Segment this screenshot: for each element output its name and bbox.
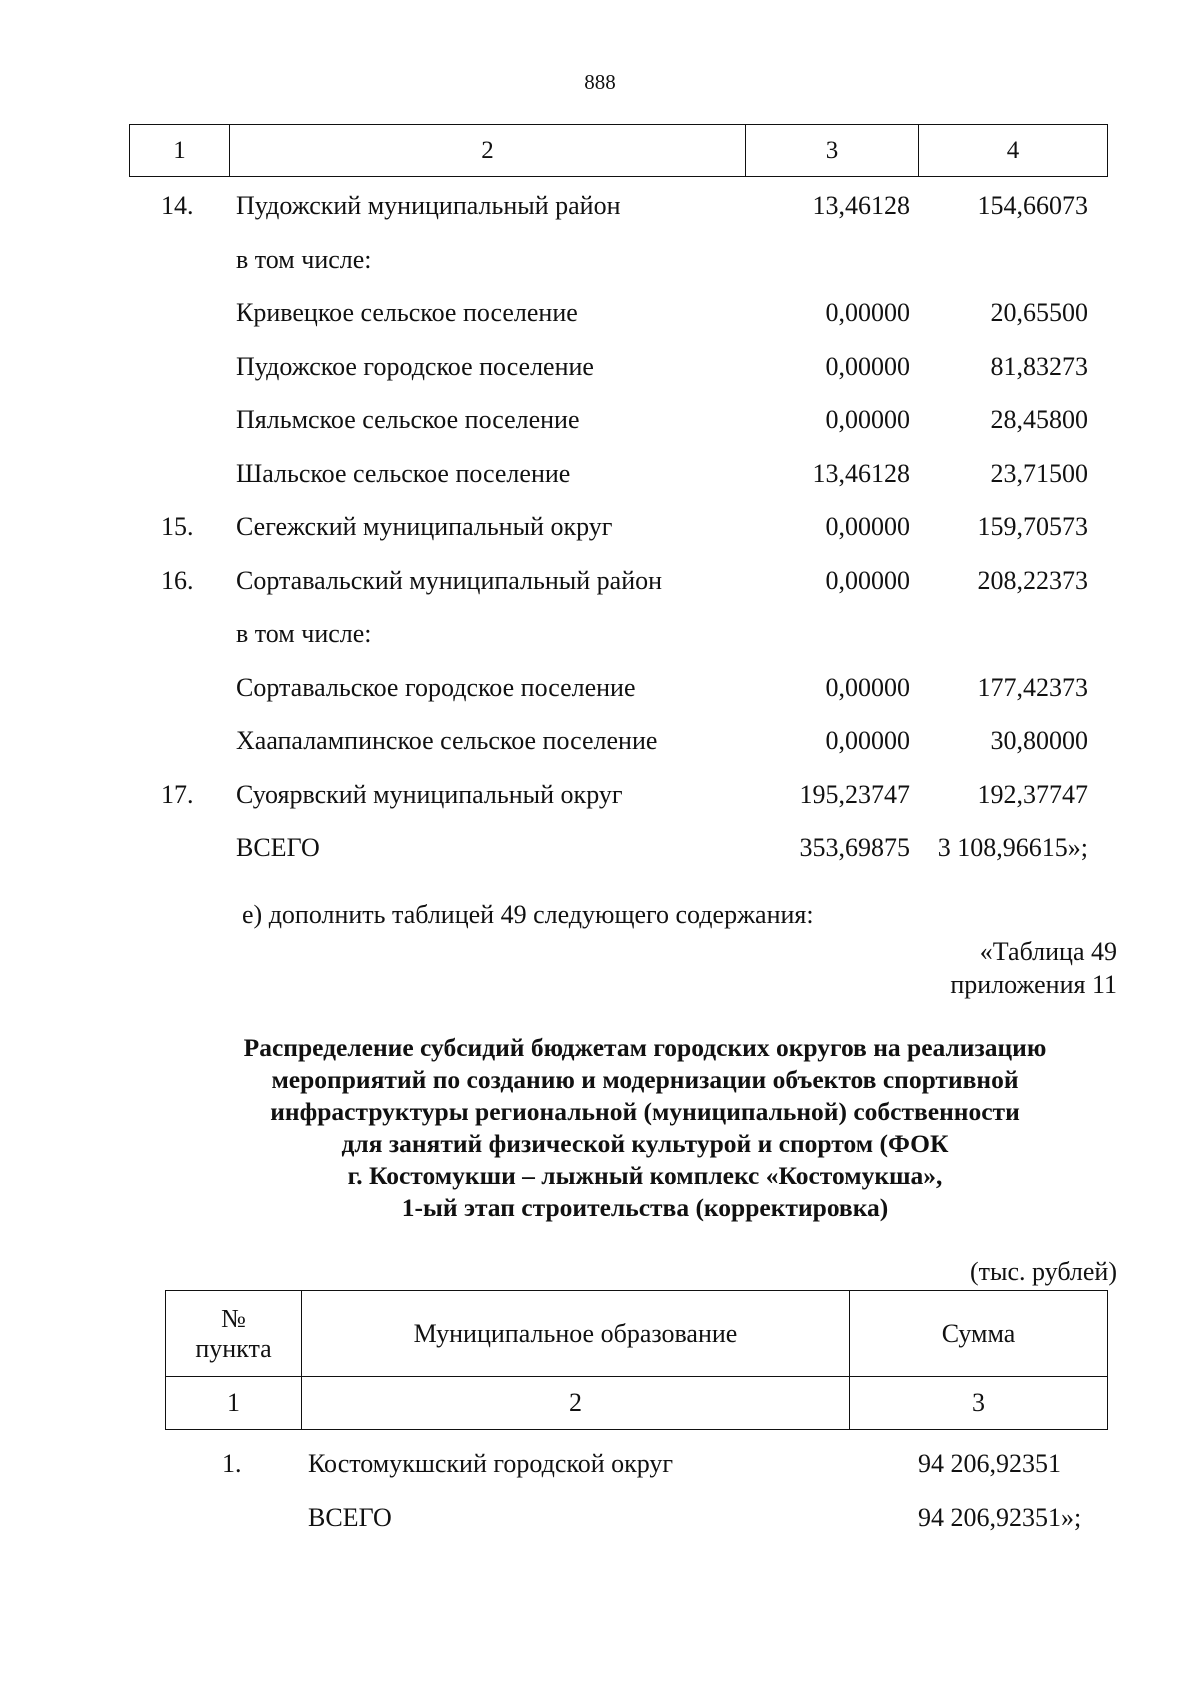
row-name: Пяльмское сельское поселение — [236, 405, 580, 434]
row-value-col3: 0,00000 — [825, 673, 910, 702]
table-row — [0, 240, 1200, 280]
row-name: ВСЕГО — [236, 833, 320, 862]
subsidy-table-header — [165, 1290, 1108, 1430]
row-name: Сортавальское городское поселение — [236, 673, 636, 702]
row-value-col4: 23,71500 — [990, 459, 1088, 488]
row-name: Сегежский муниципальный округ — [236, 512, 613, 541]
col-number-2: 2 — [302, 1377, 850, 1430]
row-name: Шальское сельское поселение — [236, 459, 571, 488]
row-value-col4: 208,22373 — [977, 566, 1088, 595]
row-value-col3: 0,00000 — [825, 298, 910, 327]
table-row-total — [0, 828, 1200, 868]
title-line: 1-ый этап строительства (корректировка) — [401, 1193, 889, 1222]
title-line: для занятий физической культурой и спортом (ФОК — [341, 1129, 949, 1158]
table-row — [0, 668, 1200, 708]
row-value-col4: 28,45800 — [990, 405, 1088, 434]
table-row-total — [0, 1498, 1200, 1538]
row-value-col4: 159,70573 — [977, 512, 1088, 541]
row-name: Суоярвский муниципальный округ — [236, 780, 623, 809]
row-value-col3: 0,00000 — [825, 566, 910, 595]
title-line: мероприятий по созданию и модернизации объектов спортивной — [271, 1065, 1019, 1094]
header-col-3: 3 — [746, 125, 919, 177]
row-value-col3: 0,00000 — [825, 726, 910, 755]
amendment-paragraph: е) дополнить таблицей 49 следующего содержания: — [242, 900, 814, 929]
header-municipality: Муниципальное образование — [302, 1291, 850, 1377]
row-value-col4: 177,42373 — [977, 673, 1088, 702]
row-value-col3: 353,69875 — [799, 833, 910, 862]
table-row — [0, 1444, 1200, 1484]
header-col-4: 4 — [919, 125, 1108, 177]
table-row — [0, 507, 1200, 547]
table-row — [0, 293, 1200, 333]
row-value-col4: 81,83273 — [990, 352, 1088, 381]
column-number-header — [129, 124, 1108, 177]
row-value-col3: 13,46128 — [812, 459, 910, 488]
row-number: 14. — [161, 191, 194, 220]
row-value-col3: 0,00000 — [825, 512, 910, 541]
row-value-col3: 0,00000 — [825, 405, 910, 434]
row-value-col4: 20,65500 — [990, 298, 1088, 327]
table-row — [0, 775, 1200, 815]
row-number: 17. — [161, 780, 194, 809]
row-name: ВСЕГО — [308, 1503, 392, 1532]
header-number-label: пункта — [195, 1333, 272, 1363]
table-row — [0, 561, 1200, 601]
row-sum: 94 206,92351 — [918, 1449, 1061, 1478]
header-number-symbol: № — [221, 1303, 246, 1333]
row-name: Хаапалампинское сельское поселение — [236, 726, 658, 755]
col-number-3: 3 — [850, 1377, 1108, 1430]
row-name: Пудожское городское поселение — [236, 352, 594, 381]
row-value-col4: 192,37747 — [977, 780, 1088, 809]
page-number: 888 — [584, 70, 616, 94]
header-number — [166, 1291, 302, 1377]
row-name: Сортавальский муниципальный район — [236, 566, 663, 595]
table-row — [0, 347, 1200, 387]
row-name: в том числе: — [236, 245, 372, 274]
row-number: 16. — [161, 566, 194, 595]
col-number-1: 1 — [166, 1377, 302, 1430]
title-line: г. Костомукши – лыжный комплекс «Костомукша», — [347, 1161, 943, 1190]
header-col-1: 1 — [130, 125, 230, 177]
table-row — [0, 186, 1200, 226]
table-reference-line2: приложения 11 — [950, 970, 1117, 999]
row-value-col3: 195,23747 — [799, 780, 910, 809]
row-name: Кривецкое сельское поселение — [236, 298, 578, 327]
table-row — [0, 614, 1200, 654]
row-number: 1. — [222, 1449, 242, 1478]
table-row — [0, 721, 1200, 761]
table-reference-line1: «Таблица 49 — [979, 937, 1117, 966]
row-value-col3: 13,46128 — [812, 191, 910, 220]
table-row — [0, 400, 1200, 440]
table-row — [0, 454, 1200, 494]
row-value-col4: 154,66073 — [977, 191, 1088, 220]
row-value-col4: 3 108,96615»; — [937, 833, 1088, 862]
header-sum: Сумма — [850, 1291, 1108, 1377]
row-value-col4: 30,80000 — [990, 726, 1088, 755]
row-sum: 94 206,92351»; — [918, 1503, 1082, 1532]
title-line: Распределение субсидий бюджетам городских округов на реализацию — [243, 1033, 1047, 1062]
row-value-col3: 0,00000 — [825, 352, 910, 381]
row-name: Пудожский муниципальный район — [236, 191, 621, 220]
units-label: (тыс. рублей) — [969, 1257, 1117, 1286]
row-number: 15. — [161, 512, 194, 541]
row-name: в том числе: — [236, 619, 372, 648]
header-col-2: 2 — [230, 125, 746, 177]
row-name: Костомукшский городской округ — [308, 1449, 674, 1478]
title-line: инфраструктуры региональной (муниципальной) собственности — [270, 1097, 1020, 1126]
table-title — [0, 1032, 1200, 1224]
